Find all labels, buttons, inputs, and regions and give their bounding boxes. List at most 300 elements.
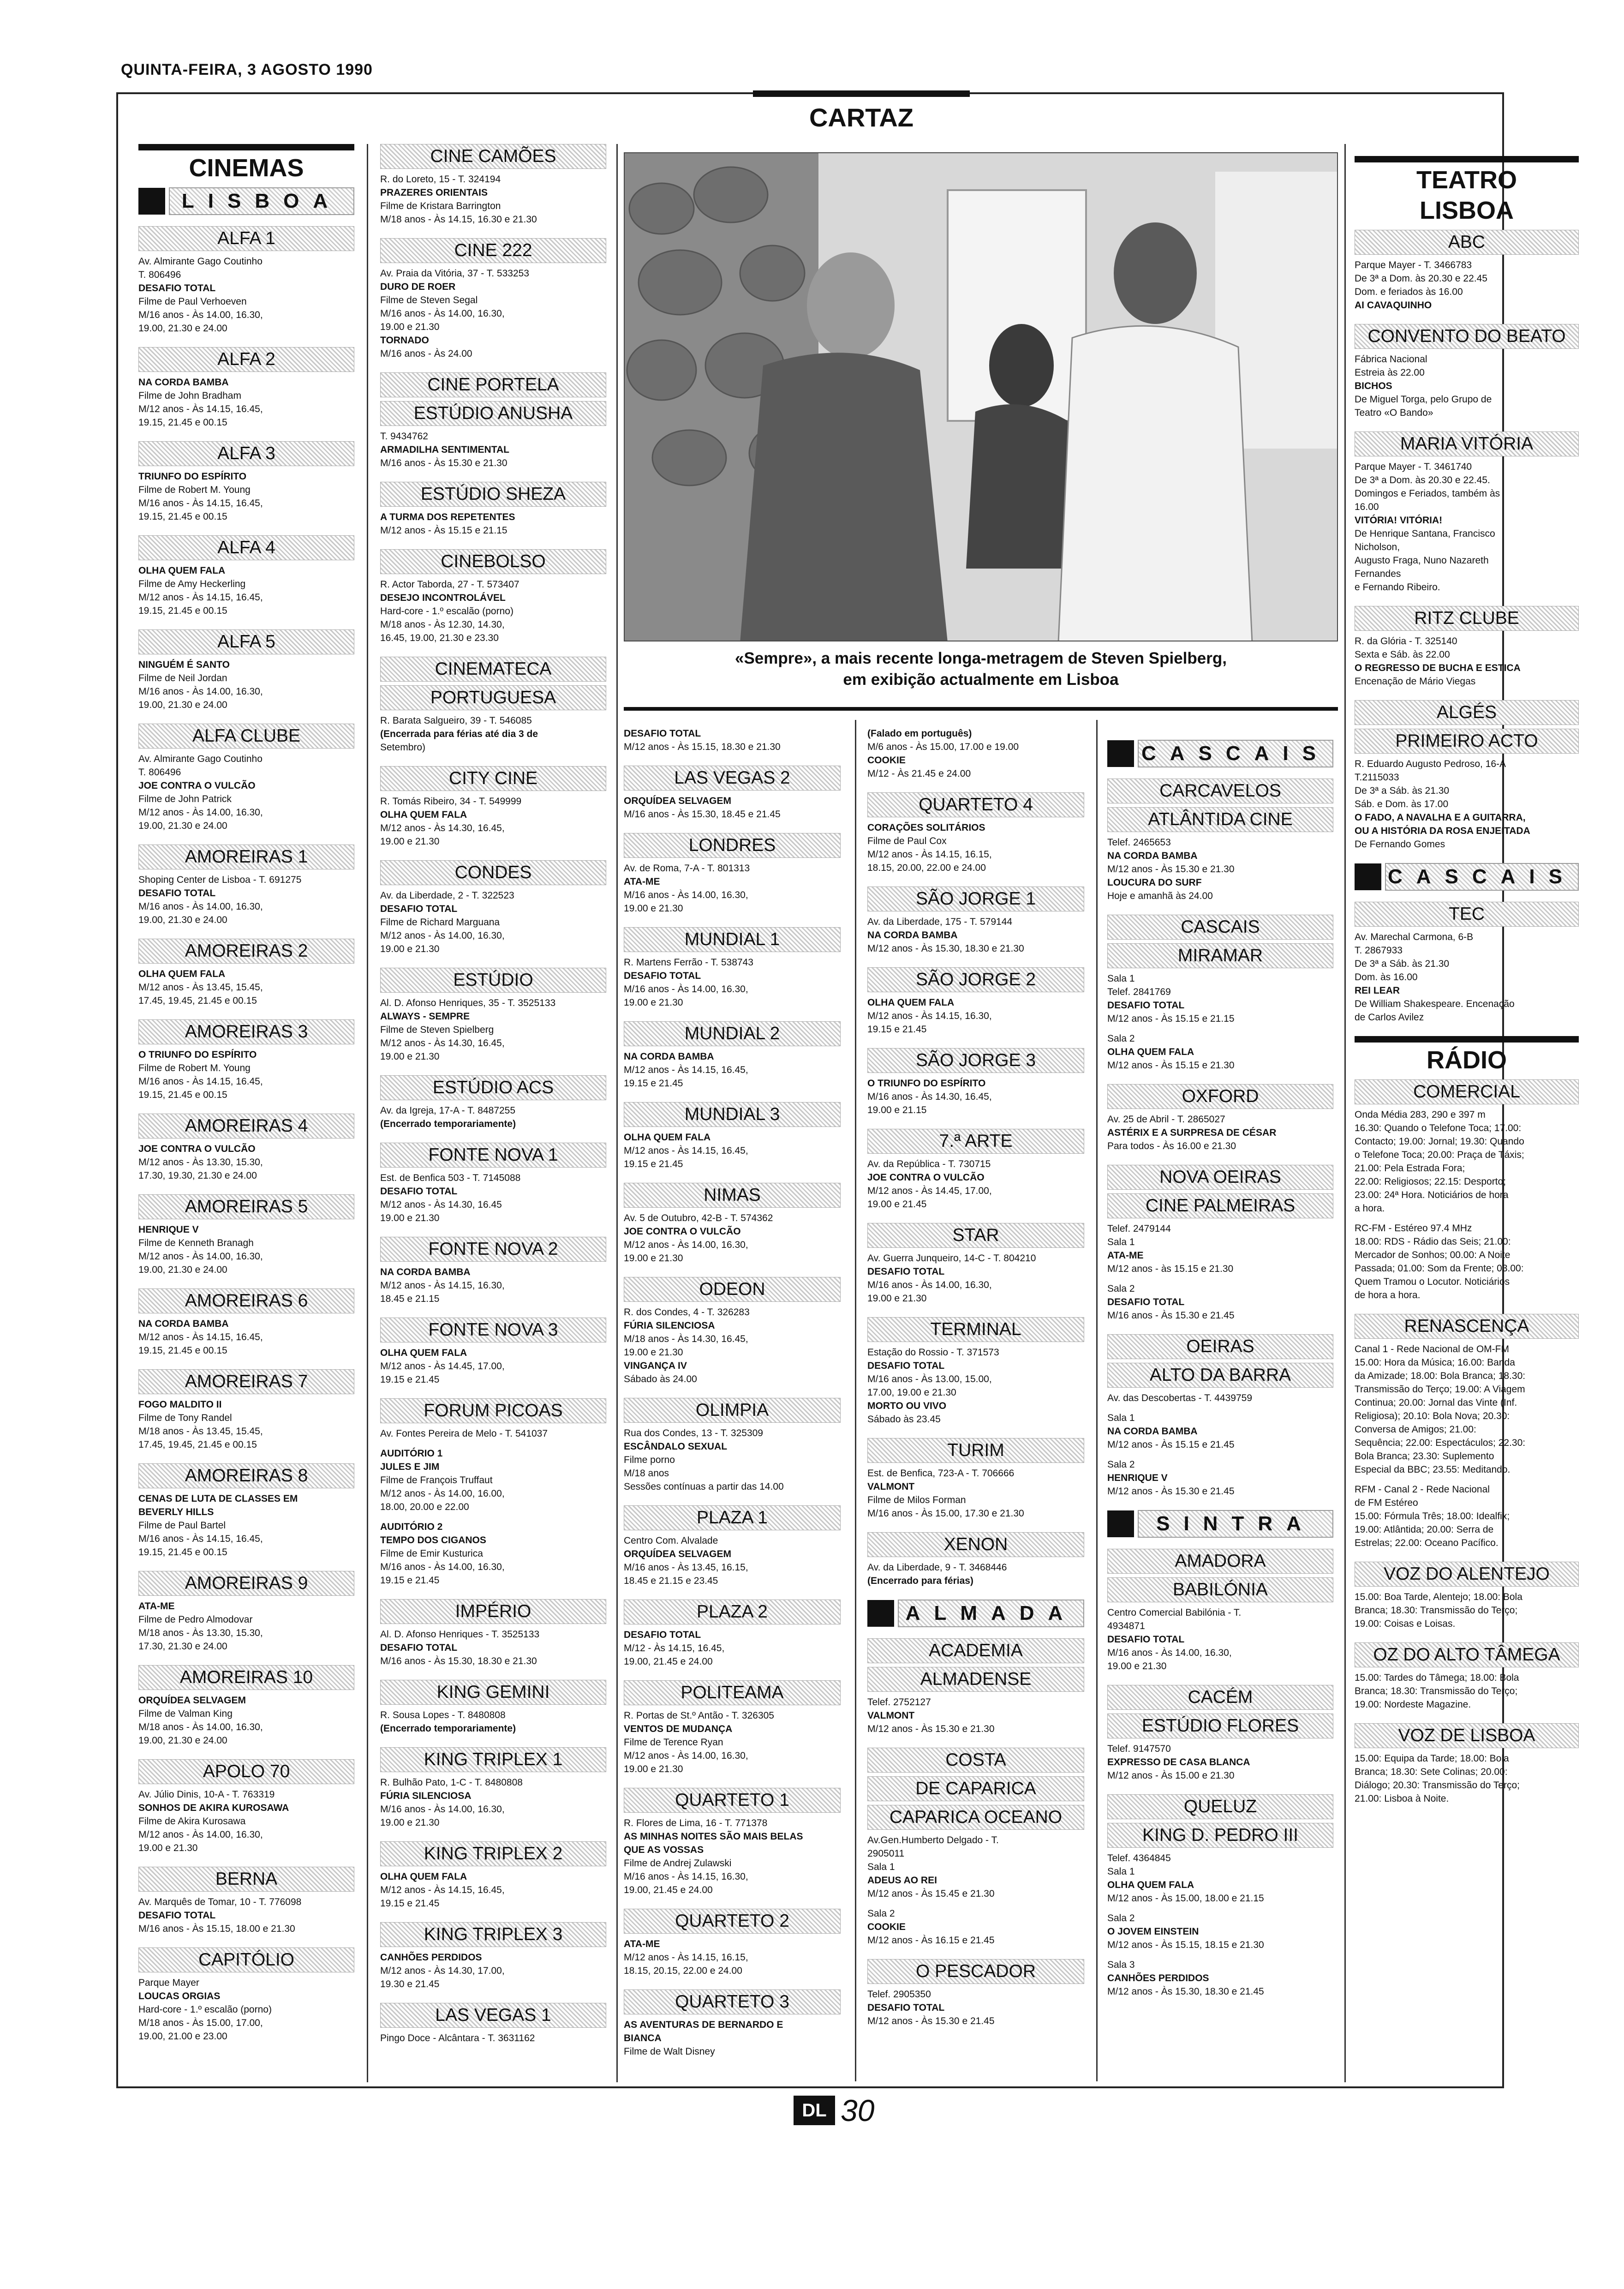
cinema-entry bbox=[624, 1600, 841, 1668]
cinema-venue-name: PLAZA 2 bbox=[624, 1600, 841, 1624]
cinema-entry bbox=[138, 535, 354, 617]
radio-entry bbox=[1355, 1642, 1579, 1711]
cinema-listing-line: M/12 anos - Às 14.00, 16.30, bbox=[624, 1240, 748, 1250]
cinema-listing-line: M/12 - Às 14.15, 16.45, bbox=[624, 1643, 725, 1654]
cinema-venue-name: SÃO JORGE 1 bbox=[867, 887, 1084, 911]
cinema-cascais-listing-line: M/12 anos - às 15.15 e 21.30 bbox=[1107, 1264, 1234, 1274]
radio-listing-line: 16.30: Quando o Telefone Toca; 17.00: bbox=[1355, 1123, 1522, 1133]
cinema-listing-line: ORQUÍDEA SELVAGEM bbox=[624, 796, 731, 806]
cinema-almada-listing-line: Telef. 2905350 bbox=[867, 1989, 931, 2000]
cinema-listing-line: Filme de Paul Cox bbox=[867, 836, 947, 846]
teatro-entry bbox=[1355, 431, 1579, 594]
teatro-listing-line: Fábrica Nacional bbox=[1355, 354, 1427, 365]
radio-listing-line: 19.00: Nordeste Magazine. bbox=[1355, 1699, 1471, 1710]
region-sintra bbox=[1107, 1510, 1333, 1538]
cinema-listing-line: 19.00, 21.30 e 24.00 bbox=[138, 915, 227, 925]
cinema-listing-line: 17.45, 19.45, 21.45 e 00.15 bbox=[138, 1439, 257, 1450]
cinema-listing-line: M/16 anos - Às 14.15, 16.30, bbox=[624, 1871, 748, 1882]
cinema-venue-name: IMPÉRIO bbox=[380, 1599, 606, 1624]
teatro-listing-line: De Henrique Santana, Francisco bbox=[1355, 528, 1495, 539]
cinema-entry bbox=[380, 2003, 606, 2045]
cinema-listing-line: 19.15, 21.45 e 00.15 bbox=[138, 605, 227, 616]
cinema-listing-line: 19.15 e 21.45 bbox=[380, 1898, 440, 1909]
cinema-cascais-entry bbox=[1107, 915, 1333, 1072]
cinema-listing-line: Filme de Kenneth Branagh bbox=[138, 1238, 254, 1248]
teatro-cascais-listing-line: de Carlos Avilez bbox=[1355, 1012, 1424, 1023]
column-divider bbox=[616, 144, 618, 2082]
cinema-venue-name: LAS VEGAS 1 bbox=[380, 2003, 606, 2028]
cinema-almada-listing-line: VALMONT bbox=[867, 1710, 915, 1721]
cinema-listing-line: M/16 anos - Às 14.00, 16.30, bbox=[380, 1804, 505, 1815]
cinema-entry bbox=[138, 1369, 354, 1451]
radio-venue-name: VOZ DE LISBOA bbox=[1355, 1723, 1579, 1748]
cinema-listing-line: Av. de Roma, 7-A - T. 801313 bbox=[624, 863, 750, 874]
cinema-venue-name: AMOREIRAS 1 bbox=[138, 845, 354, 869]
teatro-listing-line: AI CAVAQUINHO bbox=[1355, 300, 1432, 311]
cinema-listing-line: 17.30, 21.30 e 24.00 bbox=[138, 1641, 227, 1652]
cinema-listing-line: Av. Almirante Gago Coutinho bbox=[138, 256, 263, 267]
radio-listing-line: Mercador de Sonhos; 00.00: A Noite bbox=[1355, 1250, 1511, 1260]
cinema-listing-line: OLHA QUEM FALA bbox=[624, 1132, 711, 1143]
teatro-cascais-listing-line: Av. Marechal Carmona, 6-B bbox=[1355, 932, 1474, 942]
cinema-sintra-listing-line: M/12 anos - Às 15.15, 18.15 e 21.30 bbox=[1107, 1940, 1264, 1950]
region-marker bbox=[1107, 1510, 1134, 1537]
cinema-cascais-entry bbox=[1107, 779, 1333, 903]
cinema-entry bbox=[624, 927, 841, 1009]
radio-listing-line: 22.00: Religiosos; 22.15: Desporto; bbox=[1355, 1176, 1506, 1187]
cinema-listing-line: M/16 anos - Às 14.00, 16.30, bbox=[380, 1562, 505, 1572]
cinema-listing-line: T. 806496 bbox=[138, 767, 181, 778]
cinema-venue-name: PLAZA 1 bbox=[624, 1505, 841, 1530]
cinema-sintra-listing-line: O JOVEM EINSTEIN bbox=[1107, 1926, 1199, 1937]
cinema-cascais-venue-name: ATLÂNTIDA CINE bbox=[1107, 807, 1333, 832]
teatro-venue-name: ABC bbox=[1355, 230, 1579, 255]
radio-entry bbox=[1355, 1562, 1579, 1630]
teatro-cascais-entry bbox=[1355, 902, 1579, 1024]
region-teatro-cascais bbox=[1355, 863, 1579, 891]
section-title-cartaz: CARTAZ bbox=[809, 103, 914, 132]
cinema-listing-line: R. Sousa Lopes - T. 8480808 bbox=[380, 1710, 506, 1720]
cinema-listing-line: (Falado em português) bbox=[867, 728, 972, 739]
cinema-listing-line: 18.15, 20.00, 22.00 e 24.00 bbox=[867, 863, 986, 873]
cinema-venue-name: KING GEMINI bbox=[380, 1680, 606, 1705]
cinema-listing-line: JOE CONTRA O VULCÃO bbox=[138, 780, 256, 791]
cinema-listing-line: Filme de Tony Randel bbox=[138, 1413, 232, 1423]
cinema-listing-line: ATA-ME bbox=[624, 1939, 660, 1949]
cinema-listing-line: Al. D. Afonso Henriques, 35 - T. 3525133 bbox=[380, 998, 556, 1008]
column-teatro-radio bbox=[1355, 156, 1579, 1817]
cinema-entry bbox=[138, 1114, 354, 1182]
cinema-listing-line: AUDITÓRIO 1 bbox=[380, 1448, 443, 1459]
cinema-entry bbox=[138, 629, 354, 712]
cinema-listing-line: Av. da Liberdade, 9 - T. 3468446 bbox=[867, 1562, 1007, 1573]
radio-listing-line: Sequência; 22.00: Espectáculos; 22.30: bbox=[1355, 1438, 1526, 1448]
cinema-listing-line: Filme porno bbox=[624, 1455, 675, 1465]
cinema-listing-line: Av. Guerra Junqueiro, 14-C - T. 804210 bbox=[867, 1253, 1036, 1264]
cinema-listing-line: Av. Fontes Pereira de Melo - T. 541037 bbox=[380, 1428, 548, 1439]
cinema-entry bbox=[624, 1102, 841, 1171]
cinema-venue-name: QUARTETO 4 bbox=[867, 792, 1084, 817]
cinema-listing-line: Parque Mayer bbox=[138, 1977, 199, 1988]
cinema-listing-line: Av. Júlio Dinis, 10-A - T. 763319 bbox=[138, 1789, 275, 1800]
cinema-venue-name: FORUM PICOAS bbox=[380, 1398, 606, 1423]
cinema-listing-line: CANHÕES PERDIDOS bbox=[380, 1952, 482, 1963]
region-cascais bbox=[1107, 740, 1333, 767]
cartaz-rule bbox=[753, 90, 970, 97]
cinema-almada-listing-line: M/12 anos - Às 15.30 e 21.45 bbox=[867, 2016, 995, 2026]
cinema-cascais-listing-line bbox=[1107, 1276, 1333, 1282]
cinema-listing-line: 19.00 e 21.30 bbox=[138, 1843, 198, 1853]
cinema-listing-line: Filme de Valman King bbox=[138, 1708, 233, 1719]
cinema-entry bbox=[380, 1680, 606, 1735]
teatro-listing-line: Parque Mayer - T. 3461740 bbox=[1355, 461, 1472, 472]
cinema-listing-line: M/12 anos - Às 15.30, 18.30 e 21.30 bbox=[867, 943, 1024, 954]
cinema-sintra-listing-line: M/12 anos - Às 15.30, 18.30 e 21.45 bbox=[1107, 1986, 1264, 1997]
cinema-listing-line: M/12 anos - Às 14.45, 17.00, bbox=[867, 1186, 992, 1196]
cinema-listing-line: Filme de Milos Forman bbox=[867, 1495, 966, 1505]
radio-heading: RÁDIO bbox=[1355, 1036, 1579, 1075]
cinema-listing-line: M/12 anos - Às 14.00, 16.30, bbox=[138, 807, 263, 818]
region-label: ALMADA bbox=[898, 1600, 1084, 1627]
cinema-listing-line: VENTOS DE MUDANÇA bbox=[624, 1724, 733, 1734]
region-marker bbox=[867, 1600, 894, 1627]
cinema-cascais-listing-line: Sala 2 bbox=[1107, 1283, 1135, 1294]
radio-listing-line: Branca; 18.30: Transmissão do Terço; bbox=[1355, 1686, 1518, 1696]
cinema-entry bbox=[624, 727, 841, 754]
cinema-listing-line: AS AVENTURAS DE BERNARDO E bbox=[624, 2019, 783, 2030]
cinema-sintra-listing-line: Centro Comercial Babilónia - T. bbox=[1107, 1607, 1242, 1618]
cinema-listing-line: Filme de Neil Jordan bbox=[138, 673, 227, 683]
cinema-listing-line: NA CORDA BAMBA bbox=[867, 930, 958, 941]
cinema-almada-entry bbox=[867, 1748, 1084, 1947]
teatro-listing-line: De 3ª a Dom. às 20.30 e 22.45 bbox=[1355, 273, 1487, 284]
cinema-almada-listing-line: COOKIE bbox=[867, 1922, 906, 1932]
teatro-venue-name: MARIA VITÓRIA bbox=[1355, 431, 1579, 456]
column-cinemas-lisboa-2 bbox=[380, 144, 606, 2057]
cinema-listing-line: 19.00 e 21.30 bbox=[380, 944, 440, 954]
cinema-venue-name: AMOREIRAS 5 bbox=[138, 1194, 354, 1219]
cinema-listing-line: R. Martens Ferrão - T. 538743 bbox=[624, 957, 753, 968]
cinema-listing-line: Filme de John Patrick bbox=[138, 794, 232, 804]
cinema-entry bbox=[380, 372, 606, 470]
cinema-listing-line: M/16 anos - Às 15.30, 18.30 e 21.30 bbox=[380, 1656, 537, 1666]
cinema-cascais-listing-line: Telef. 2841769 bbox=[1107, 987, 1171, 997]
column-divider bbox=[855, 720, 856, 2081]
cinema-listing-line: Sábado às 23.45 bbox=[867, 1414, 941, 1425]
cinema-listing-line: QUE AS VOSSAS bbox=[624, 1845, 704, 1855]
teatro-listing-line: De 3ª a Dom. às 20.30 e 22.45. bbox=[1355, 475, 1490, 485]
cinema-listing-line: 19.00 e 21.30 bbox=[867, 1293, 927, 1304]
teatro-listing-line: O FADO, A NAVALHA E A GUITARRA, bbox=[1355, 812, 1526, 823]
cinema-listing-line: M/6 anos - Às 15.00, 17.00 e 19.00 bbox=[867, 742, 1019, 752]
cinema-listing-line: Al. D. Afonso Henriques - T. 3525133 bbox=[380, 1629, 540, 1640]
teatro-listing-line: Encenação de Mário Viegas bbox=[1355, 676, 1476, 687]
cinema-listing-line: Estação do Rossio - T. 371573 bbox=[867, 1347, 999, 1358]
cinema-cascais-listing-line bbox=[1107, 1451, 1333, 1458]
cinema-listing-line: 17.30, 19.30, 21.30 e 24.00 bbox=[138, 1170, 257, 1181]
cinema-venue-name: ALFA 2 bbox=[138, 347, 354, 372]
region-marker bbox=[1355, 863, 1381, 890]
cinema-listing-line: R. Bulhão Pato, 1-C - T. 8480808 bbox=[380, 1777, 523, 1788]
cinema-listing-line: 19.00 e 21.30 bbox=[380, 322, 440, 332]
radio-listing-line: o Telefone Toca; 20.00: Praça de Táxis; bbox=[1355, 1150, 1524, 1160]
page-number: 30 bbox=[841, 2093, 875, 2127]
cinema-listing-line: CORAÇÕES SOLITÁRIOS bbox=[867, 822, 985, 833]
teatro-venue-name: CONVENTO DO BEATO bbox=[1355, 324, 1579, 349]
cinema-listing-line: (Encerrada para férias até dia 3 de bbox=[380, 729, 538, 739]
cinema-listing-line: 19.00 e 21.45 bbox=[867, 1199, 927, 1210]
region-label: SINTRA bbox=[1138, 1510, 1333, 1538]
cinema-listing-line: (Encerrado temporariamente) bbox=[380, 1723, 516, 1734]
cinema-listing-line: BEVERLY HILLS bbox=[138, 1507, 214, 1517]
cinema-venue-name: ALFA 4 bbox=[138, 535, 354, 560]
cinema-almada-listing-line: M/12 anos - Às 15.45 e 21.30 bbox=[867, 1888, 995, 1899]
cinema-listing-line: DESAFIO TOTAL bbox=[624, 971, 701, 981]
cinema-sintra-listing-line: M/16 anos - Às 14.00, 16.30, bbox=[1107, 1648, 1232, 1658]
teatro-listing-line: OU A HISTÓRIA DA ROSA ENJEITADA bbox=[1355, 826, 1530, 836]
radio-listing-line: 15.00: Tardes do Tâmega; 18.00: Bola bbox=[1355, 1672, 1519, 1683]
cinema-listing-line: 19.00, 21.30 e 24.00 bbox=[138, 323, 227, 334]
cinema-listing-line: Filme de Andrej Zulawski bbox=[624, 1858, 732, 1869]
region-label: LISBOA bbox=[169, 187, 354, 215]
radio-listing-line: Bola Branca; 23.30: Suplemento bbox=[1355, 1451, 1494, 1462]
cinema-listing-line: M/16 anos - Às 14.15, 16.45, bbox=[138, 1076, 263, 1087]
cinema-venue-name: CITY CINE bbox=[380, 766, 606, 791]
cinema-sintra-listing-line: OLHA QUEM FALA bbox=[1107, 1880, 1194, 1890]
cinema-listing-line: M/12 anos - Às 14.15, 16.45, bbox=[624, 1145, 748, 1156]
cinema-almada-venue-name: COSTA bbox=[867, 1748, 1084, 1773]
cinema-listing-line: DESAFIO TOTAL bbox=[867, 1266, 945, 1277]
cinema-venue-name: ESTÚDIO SHEZA bbox=[380, 482, 606, 507]
cinema-listing-line: R. Flores de Lima, 16 - T. 771378 bbox=[624, 1818, 768, 1828]
cinema-listing-line: LOUCAS ORGIAS bbox=[138, 1991, 221, 2001]
teatro-listing-line: Augusto Fraga, Nuno Nazareth bbox=[1355, 555, 1489, 566]
cinema-venue-name: ESTÚDIO ACS bbox=[380, 1075, 606, 1100]
cinema-cascais-listing-line: Sala 1 bbox=[1107, 1413, 1135, 1423]
cinema-entry bbox=[867, 1048, 1084, 1117]
cinema-listing-line: DESAFIO TOTAL bbox=[380, 904, 458, 914]
cinema-cascais-listing-line: Sala 2 bbox=[1107, 1459, 1135, 1470]
cinema-listing-line: M/12 anos - Às 14.30, 16.45, bbox=[380, 1038, 505, 1049]
cinema-listing-line: 19.30 e 21.45 bbox=[380, 1979, 440, 1989]
cinema-listing-line: R. dos Condes, 4 - T. 326283 bbox=[624, 1307, 750, 1318]
cinema-listing-line: ORQUÍDEA SELVAGEM bbox=[138, 1695, 246, 1706]
cinema-listing-line: VINGANÇA IV bbox=[624, 1360, 687, 1371]
column-divider bbox=[1344, 144, 1346, 2082]
cinema-sintra-venue-name: AMADORA bbox=[1107, 1549, 1333, 1574]
cinema-cascais-listing-line: M/12 anos - Às 15.30 e 21.45 bbox=[1107, 1486, 1235, 1497]
cinema-entry bbox=[138, 1288, 354, 1357]
cinema-venue-name: TERMINAL bbox=[867, 1317, 1084, 1342]
photo-caption-line-2: em exibição actualmente em Lisboa bbox=[843, 671, 1119, 689]
cinema-cascais-listing-line: Telef. 2479144 bbox=[1107, 1223, 1171, 1234]
cinema-listing-line: CENAS DE LUTA DE CLASSES EM bbox=[138, 1493, 298, 1504]
radio-listing-line: Estrelas; 22.00: Oceano Pacífico. bbox=[1355, 1538, 1499, 1548]
cinema-entry bbox=[138, 347, 354, 429]
cinema-sintra-venue-name: CACÉM bbox=[1107, 1685, 1333, 1710]
cinema-listing-line: Av. da Liberdade, 175 - T. 579144 bbox=[867, 917, 1013, 927]
cinema-entry bbox=[380, 860, 606, 956]
cinema-listing-line: Filme de John Bradham bbox=[138, 390, 241, 401]
cinema-listing-line: Av. Marquês de Tomar, 10 - T. 776098 bbox=[138, 1897, 302, 1907]
radio-venue-name: VOZ DO ALENTEJO bbox=[1355, 1562, 1579, 1587]
cinema-listing-line: Filme de Paul Bartel bbox=[138, 1520, 226, 1531]
cinema-listing-line: 19.00 e 21.30 bbox=[624, 997, 683, 1008]
radio-listing-line: Quem Tramou o Locutor. Noticiários bbox=[1355, 1276, 1510, 1287]
cinema-venue-name: OLIMPIA bbox=[624, 1398, 841, 1423]
cinema-listing-line: 18.00, 20.00 e 22.00 bbox=[380, 1502, 469, 1512]
cinema-listing-line: 19.00, 21.00 e 23.00 bbox=[138, 2031, 227, 2042]
cinema-cascais-listing-line: HENRIQUE V bbox=[1107, 1473, 1168, 1483]
cinema-cascais-listing-line: ATA-ME bbox=[1107, 1250, 1144, 1261]
cinema-cascais-listing-line: Sala 1 bbox=[1107, 1237, 1135, 1247]
teatro-listing-line: O REGRESSO DE BUCHA E ESTICA bbox=[1355, 663, 1521, 673]
cinema-cascais-listing-line: Av. 25 de Abril - T. 2865027 bbox=[1107, 1114, 1225, 1125]
cinema-listing-line: M/12 anos - Às 15.15, 18.30 e 21.30 bbox=[624, 742, 781, 752]
radio-listing-line: Onda Média 283, 290 e 397 m bbox=[1355, 1109, 1486, 1120]
cinema-listing-line: OLHA QUEM FALA bbox=[380, 1871, 467, 1882]
cinema-listing-line: 19.00 e 21.30 bbox=[624, 1764, 683, 1774]
cinema-listing-line: R. do Loreto, 15 - T. 324194 bbox=[380, 174, 501, 185]
cinema-entry bbox=[380, 1075, 606, 1131]
teatro-listing-line: R. da Glória - T. 325140 bbox=[1355, 636, 1457, 647]
cinema-listing-line: 19.15, 21.45 e 00.15 bbox=[138, 1345, 227, 1356]
teatro-cascais-venue-name: TEC bbox=[1355, 902, 1579, 927]
cinema-listing-line: NINGUÉM É SANTO bbox=[138, 659, 230, 670]
cinema-entry bbox=[138, 724, 354, 833]
cinema-cascais-listing-line: M/16 anos - Às 15.30 e 21.45 bbox=[1107, 1310, 1235, 1321]
cinema-listing-line: 19.00 e 21.30 bbox=[380, 1213, 440, 1223]
radio-listing-line: RC-FM - Estéreo 97.4 MHz bbox=[1355, 1223, 1472, 1234]
cinema-venue-name: CONDES bbox=[380, 860, 606, 885]
cinema-listing-line: 19.15 e 21.45 bbox=[380, 1374, 440, 1385]
teatro-listing-line: 16.00 bbox=[1355, 502, 1379, 512]
cinema-venue-name: CINE CAMÕES bbox=[380, 144, 606, 169]
teatro-entry bbox=[1355, 230, 1579, 312]
cinema-venue-name: NIMAS bbox=[624, 1183, 841, 1208]
cinema-listing-line: M/12 anos - Às 14.15, 16.45, bbox=[138, 592, 263, 603]
cinema-sintra-listing-line: Telef. 9147570 bbox=[1107, 1744, 1171, 1754]
cinema-listing-line: VALMONT bbox=[867, 1481, 915, 1492]
cinema-venue-name: KING TRIPLEX 3 bbox=[380, 1922, 606, 1947]
cinema-venue-name: AMOREIRAS 9 bbox=[138, 1571, 354, 1596]
cinema-listing-line: M/12 anos - Às 14.45, 17.00, bbox=[380, 1361, 505, 1372]
cinema-venue-name: MUNDIAL 3 bbox=[624, 1102, 841, 1127]
cinema-venue-name: ODEON bbox=[624, 1277, 841, 1302]
radio-listing-line: RFM - Canal 2 - Rede Nacional bbox=[1355, 1484, 1490, 1495]
radio-listing-line bbox=[1355, 1215, 1579, 1222]
radio-listing-line: Diálogo; 20.30: Transmissão do Terço; bbox=[1355, 1780, 1520, 1791]
cinema-listing-line: 18.45 e 21.15 e 23.45 bbox=[624, 1576, 718, 1586]
cinema-listing-line: Av. Praia da Vitória, 37 - T. 533253 bbox=[380, 268, 529, 279]
radio-listing-line: Canal 1 - Rede Nacional de OM-FM bbox=[1355, 1344, 1509, 1354]
cinema-cascais-venue-name: OEIRAS bbox=[1107, 1334, 1333, 1359]
radio-listing-line: a hora. bbox=[1355, 1203, 1385, 1214]
cinema-listing-line: M/18 anos - Às 15.00, 17.00, bbox=[138, 2018, 263, 2028]
cinema-listing-line: O TRIUNFO DO ESPÍRITO bbox=[867, 1078, 986, 1089]
radio-listing-line: 18.00: RDS - Rádio das Seis; 21.00: bbox=[1355, 1236, 1511, 1247]
cinema-entry bbox=[624, 1680, 841, 1776]
cinema-venue-name: SÃO JORGE 3 bbox=[867, 1048, 1084, 1073]
cinema-listing-line: JOE CONTRA O VULCÃO bbox=[138, 1144, 256, 1154]
cinema-listing-line: Centro Com. Alvalade bbox=[624, 1535, 718, 1546]
cinema-listing-line: M/18 anos bbox=[624, 1468, 669, 1479]
cinema-almada-listing-line: Sala 1 bbox=[867, 1862, 895, 1872]
cinema-listing-line: Filme de François Truffaut bbox=[380, 1475, 493, 1486]
teatro-listing-line: Parque Mayer - T. 3466783 bbox=[1355, 260, 1472, 270]
radio-entry bbox=[1355, 1314, 1579, 1550]
cinema-venue-name: AMOREIRAS 4 bbox=[138, 1114, 354, 1139]
cinema-cascais-listing-line: LOUCURA DO SURF bbox=[1107, 877, 1202, 888]
cinema-entry bbox=[624, 1989, 841, 2058]
cinema-listing-line: OLHA QUEM FALA bbox=[138, 565, 226, 576]
cinema-listing-line: 19.00 e 21.30 bbox=[380, 836, 440, 847]
teatro-listing-line: e Fernando Ribeiro. bbox=[1355, 582, 1440, 593]
teatro-listing-line: De Miguel Torga, pelo Grupo de bbox=[1355, 394, 1492, 405]
radio-listing-line: Branca; 18.30: Sete Colinas; 20.00: bbox=[1355, 1767, 1508, 1777]
cinema-listing-line: DESAFIO TOTAL bbox=[867, 1360, 945, 1371]
cinema-entry bbox=[138, 1947, 354, 2043]
cinema-sintra-listing-line: DESAFIO TOTAL bbox=[1107, 1634, 1185, 1645]
radio-listing-line: de FM Estéreo bbox=[1355, 1498, 1418, 1508]
cinema-listing-line: 19.15, 21.45 e 00.15 bbox=[138, 1090, 227, 1100]
cinema-venue-name: APOLO 70 bbox=[138, 1759, 354, 1784]
radio-listing-line: Continua; 20.00: Jornal das Vinte (Inf. bbox=[1355, 1397, 1517, 1408]
cinema-listing-line: SONHOS DE AKIRA KUROSAWA bbox=[138, 1803, 289, 1813]
column-cinemas-lisboa-3 bbox=[624, 727, 841, 2070]
cinema-listing-line: M/16 anos - Às 14.30, 16.45, bbox=[867, 1091, 992, 1102]
cinema-sintra-venue-name: ESTÚDIO FLORES bbox=[1107, 1714, 1333, 1738]
cinema-listing-line: Filme de Terence Ryan bbox=[624, 1737, 723, 1748]
cinema-sintra-entry bbox=[1107, 1685, 1333, 1782]
cinemas-heading: CINEMAS bbox=[138, 144, 354, 183]
cinema-listing-line: M/18 anos - Às 14.15, 16.30 e 21.30 bbox=[380, 214, 537, 225]
cinema-cascais-listing-line: NA CORDA BAMBA bbox=[1107, 851, 1198, 861]
cinema-entry bbox=[867, 1532, 1084, 1588]
cinema-cascais-listing-line: M/12 anos - Às 15.30 e 21.30 bbox=[1107, 864, 1235, 875]
cinema-cascais-listing-line bbox=[1107, 1405, 1333, 1411]
teatro-cascais-listing-line: REI LEAR bbox=[1355, 985, 1400, 996]
cinema-entry bbox=[624, 1021, 841, 1090]
cinema-listing-line: (Encerrado para férias) bbox=[867, 1576, 973, 1586]
cinema-listing-line: Filme de Amy Heckerling bbox=[138, 579, 246, 589]
cinema-venue-name: KING TRIPLEX 2 bbox=[380, 1841, 606, 1866]
cinema-listing-line: 19.00 e 21.30 bbox=[624, 1253, 683, 1264]
cinema-cascais-venue-name: MIRAMAR bbox=[1107, 943, 1333, 968]
cinema-venue-name: AMOREIRAS 10 bbox=[138, 1665, 354, 1690]
teatro-listing-line: T.2115033 bbox=[1355, 772, 1399, 783]
cinema-listing-line: 18.15, 20.15, 22.00 e 24.00 bbox=[624, 1965, 742, 1976]
cinema-listing-line: TRIUNFO DO ESPÍRITO bbox=[138, 471, 247, 482]
cinema-cascais-listing-line: Sala 2 bbox=[1107, 1033, 1135, 1044]
cinema-listing-line: M/18 anos - Às 14.30, 16.45, bbox=[624, 1334, 748, 1344]
cinema-listing-line bbox=[380, 1514, 606, 1520]
cinema-venue-name: MUNDIAL 1 bbox=[624, 927, 841, 952]
cinema-listing-line: (Encerrado temporariamente) bbox=[380, 1119, 516, 1129]
cinema-listing-line: M/16 anos - Às 14.15, 16.45, bbox=[138, 498, 263, 509]
teatro-listing-line: Dom. e feriados às 16.00 bbox=[1355, 287, 1463, 297]
cinema-entry bbox=[380, 1841, 606, 1910]
cinema-venue-name: FONTE NOVA 1 bbox=[380, 1143, 606, 1168]
photo-caption bbox=[624, 648, 1338, 690]
cinema-listing-line: A TURMA DOS REPETENTES bbox=[380, 512, 515, 522]
radio-listing-line: Religiosa); 20.10: Bola Nova; 20.30: bbox=[1355, 1411, 1510, 1421]
cinema-listing-line: R. Actor Taborda, 27 - T. 573407 bbox=[380, 579, 519, 590]
cinema-sintra-entry bbox=[1107, 1794, 1333, 1998]
cinema-listing-line: 17.00, 19.00 e 21.30 bbox=[867, 1387, 956, 1398]
cinema-listing-line: Filme de Steven Spielberg bbox=[380, 1025, 494, 1035]
cinema-listing-line: Filme de Akira Kurosawa bbox=[138, 1816, 246, 1827]
